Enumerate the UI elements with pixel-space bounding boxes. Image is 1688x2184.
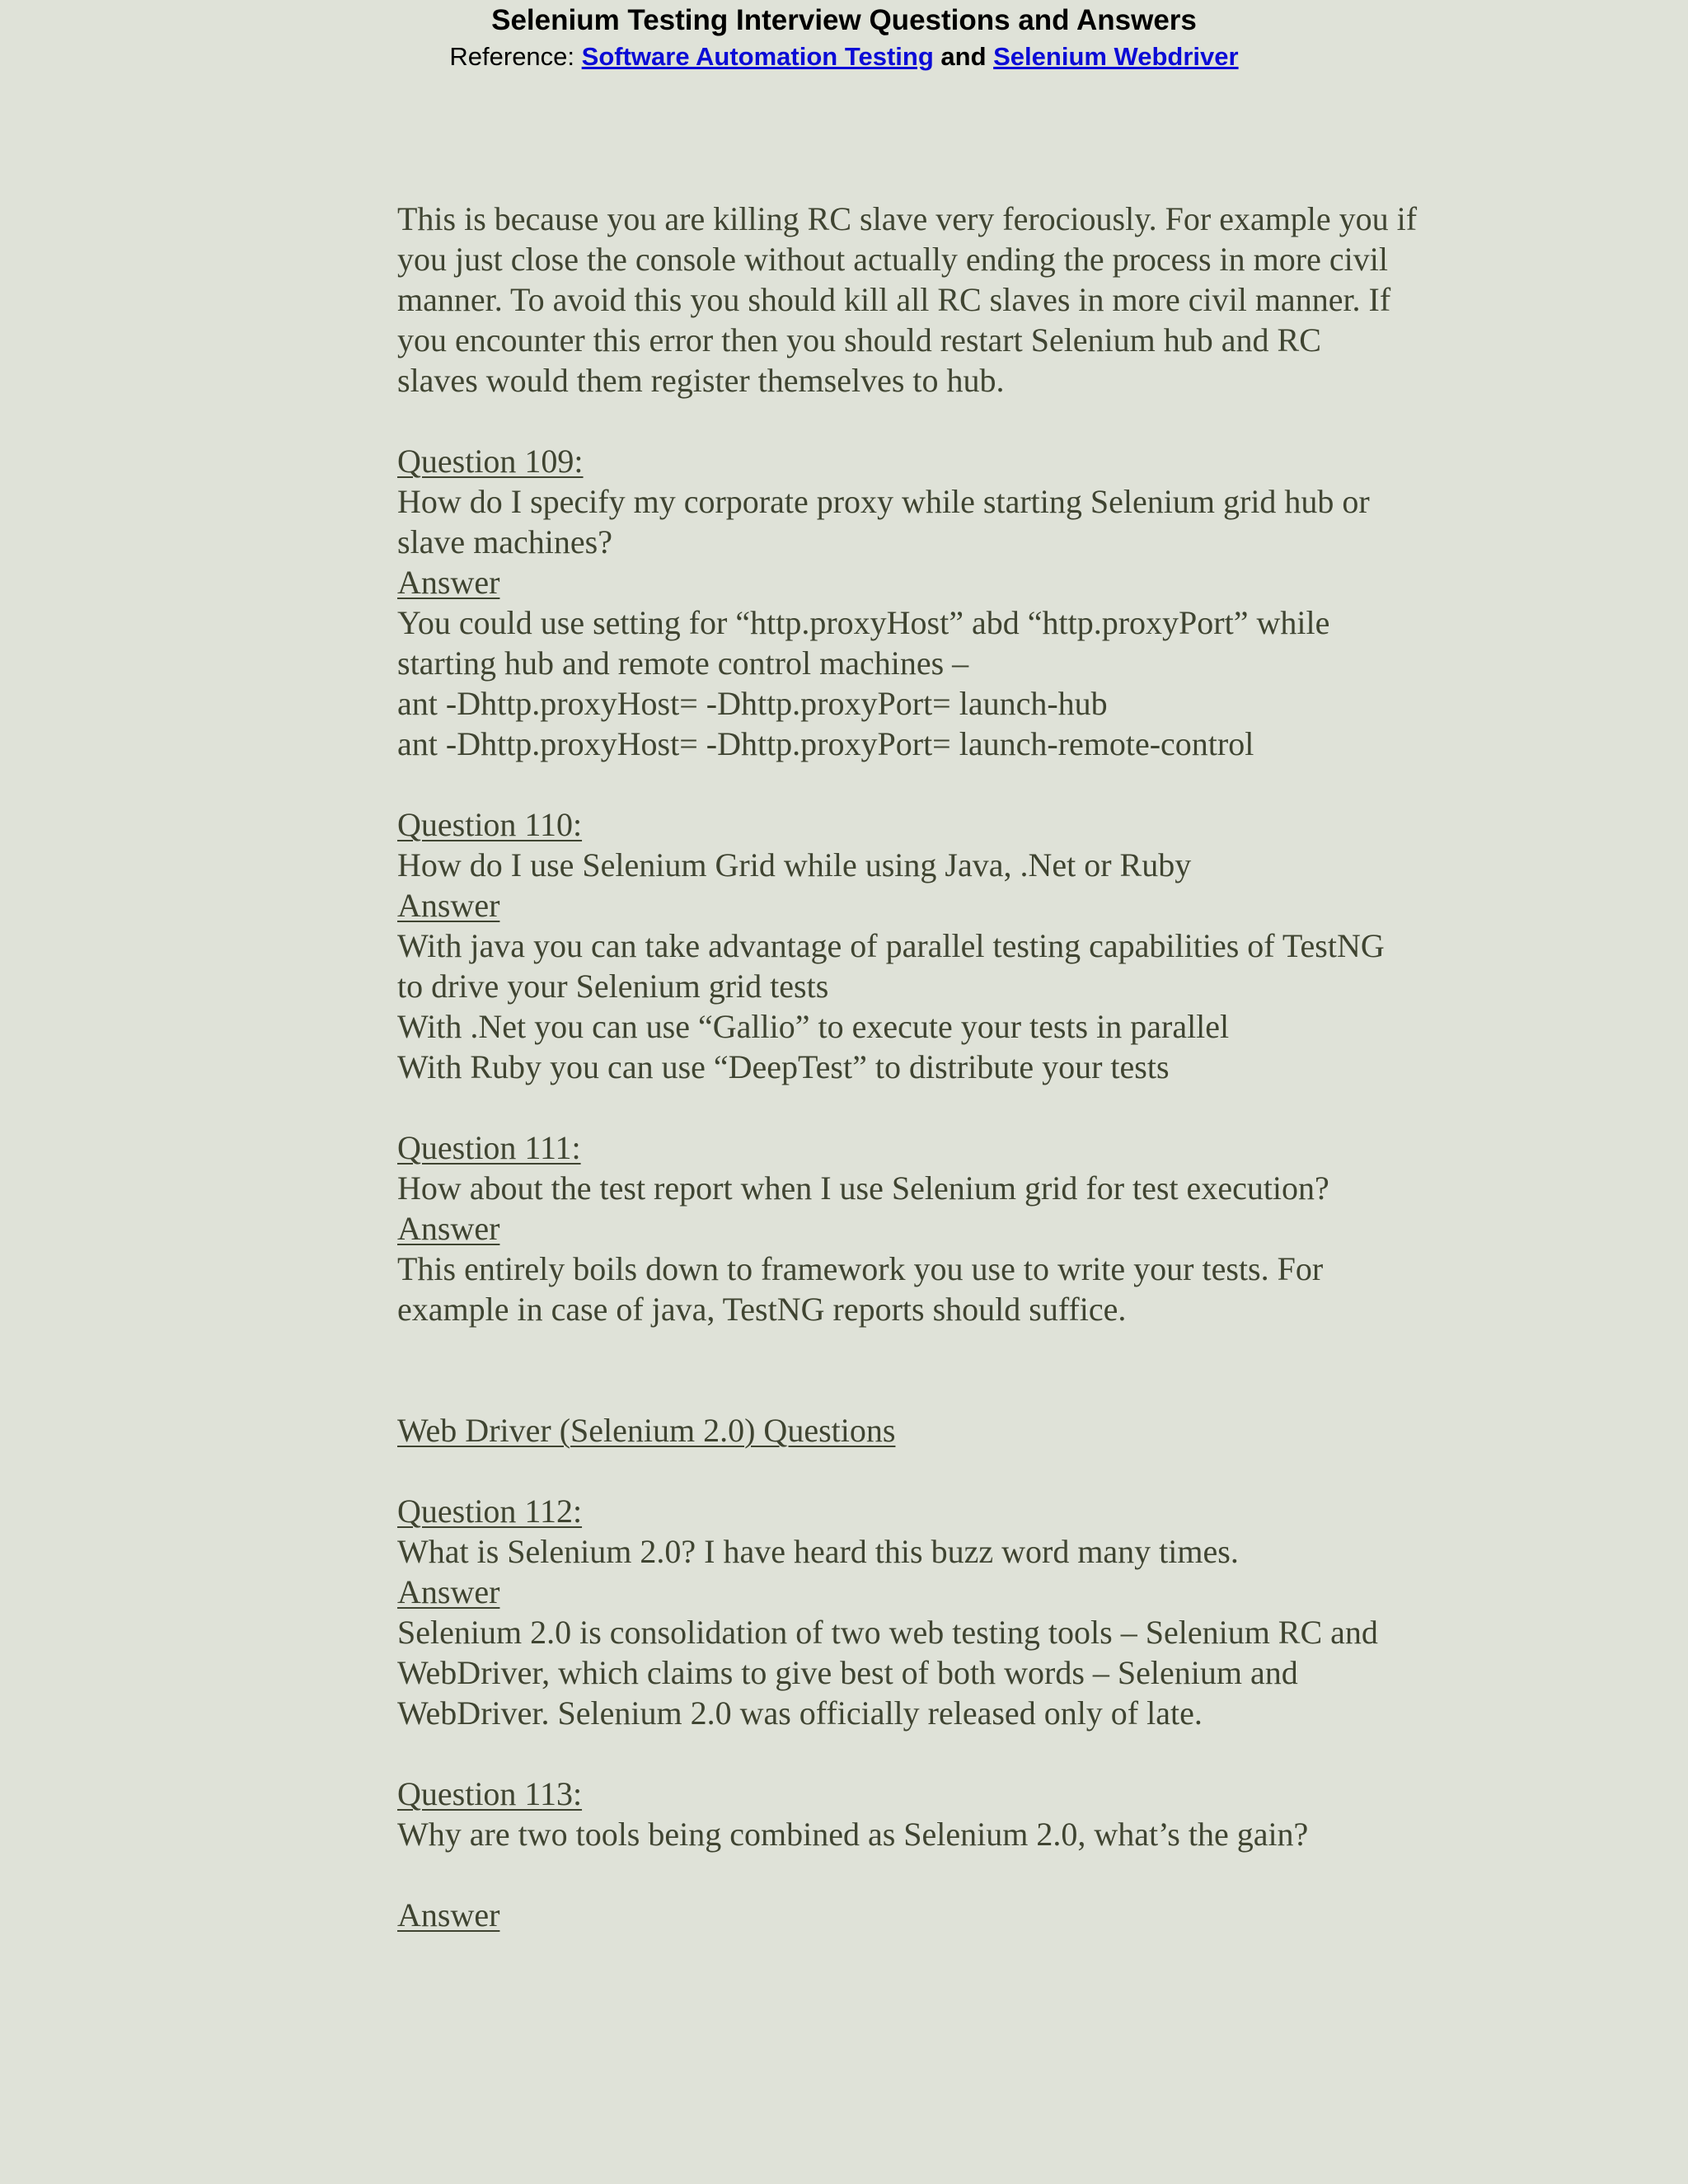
question-text: How do I specify my corporate proxy while starting Selenium grid hub or: [397, 483, 1370, 520]
answer-text: With .Net you can use “Gallio” to execute your tests in parallel: [397, 1008, 1230, 1045]
text-line: manner. To avoid this you should kill all RC slaves in more civil manner. If: [397, 281, 1391, 318]
intro-paragraph: [397, 199, 1493, 401]
answer-text: This entirely boils down to framework you use to write your tests. For: [397, 1250, 1324, 1287]
answer-text: ant -Dhttp.proxyHost= -Dhttp.proxyPort= launch-hub: [397, 685, 1108, 722]
question-heading: Question 113:: [397, 1775, 583, 1812]
question-text: How do I use Selenium Grid while using Java, .Net or Ruby: [397, 846, 1192, 883]
text-line: This is because you are killing RC slave very ferociously. For example you if: [397, 200, 1418, 237]
spacer: [397, 1451, 1493, 1491]
question-heading: Question 109:: [397, 443, 584, 480]
answer-text: ant -Dhttp.proxyHost= -Dhttp.proxyPort= launch-remote-control: [397, 725, 1254, 762]
reference-joiner: and: [933, 42, 994, 71]
selenium-webdriver-link[interactable]: Selenium Webdriver: [993, 42, 1239, 71]
answer-text: example in case of java, TestNG reports should suffice.: [397, 1291, 1127, 1328]
answer-label: Answer: [397, 1210, 500, 1247]
answer-text: With java you can take advantage of parallel testing capabilities of TestNG: [397, 927, 1385, 964]
answer-label: Answer: [397, 564, 500, 601]
answer-text: to drive your Selenium grid tests: [397, 968, 829, 1005]
software-automation-testing-link[interactable]: Software Automation Testing: [581, 42, 934, 71]
question-heading: Question 110:: [397, 806, 583, 843]
spacer: [397, 1854, 1493, 1895]
question-heading: Question 112:: [397, 1493, 583, 1530]
section-heading: Web Driver (Selenium 2.0) Questions: [397, 1412, 896, 1449]
document-body: [397, 199, 1493, 1935]
spacer: [397, 1733, 1493, 1774]
question-text: How about the test report when I use Selenium grid for test execution?: [397, 1169, 1329, 1207]
question-113-block: [397, 1774, 1493, 1935]
question-text: What is Selenium 2.0? I have heard this buzz word many times.: [397, 1533, 1239, 1570]
spacer: [397, 401, 1493, 441]
answer-text: You could use setting for “http.proxyHost” abd “http.proxyPort” while: [397, 604, 1330, 641]
question-110-block: [397, 804, 1493, 1087]
reference-line: [0, 38, 1688, 76]
question-111-block: [397, 1127, 1493, 1329]
question-109-block: [397, 441, 1493, 764]
question-text: slave machines?: [397, 523, 612, 560]
answer-text: Selenium 2.0 is consolidation of two web testing tools – Selenium RC and: [397, 1614, 1378, 1651]
spacer: [397, 1329, 1493, 1370]
question-112-block: [397, 1491, 1493, 1733]
spacer: [397, 1087, 1493, 1127]
answer-text: With Ruby you can use “DeepTest” to distribute your tests: [397, 1048, 1170, 1085]
reference-label: Reference:: [449, 42, 582, 71]
text-line: you just close the console without actually ending the process in more civil: [397, 241, 1388, 278]
answer-label: Answer: [397, 887, 500, 924]
answer-label: Answer: [397, 1896, 500, 1933]
question-text: Why are two tools being combined as Selenium 2.0, what’s the gain?: [397, 1816, 1309, 1853]
text-line: you encounter this error then you should restart Selenium hub and RC: [397, 321, 1321, 359]
text-line: slaves would them register themselves to hub.: [397, 362, 1005, 399]
answer-text: WebDriver. Selenium 2.0 was officially released only of late.: [397, 1694, 1203, 1732]
answer-text: WebDriver, which claims to give best of both words – Selenium and: [397, 1654, 1298, 1691]
spacer: [397, 1370, 1493, 1410]
answer-label: Answer: [397, 1573, 500, 1610]
question-heading: Question 111:: [397, 1129, 581, 1166]
document-title: Selenium Testing Interview Questions and Answers: [491, 4, 1197, 36]
spacer: [397, 764, 1493, 804]
answer-text: starting hub and remote control machines –: [397, 644, 969, 682]
